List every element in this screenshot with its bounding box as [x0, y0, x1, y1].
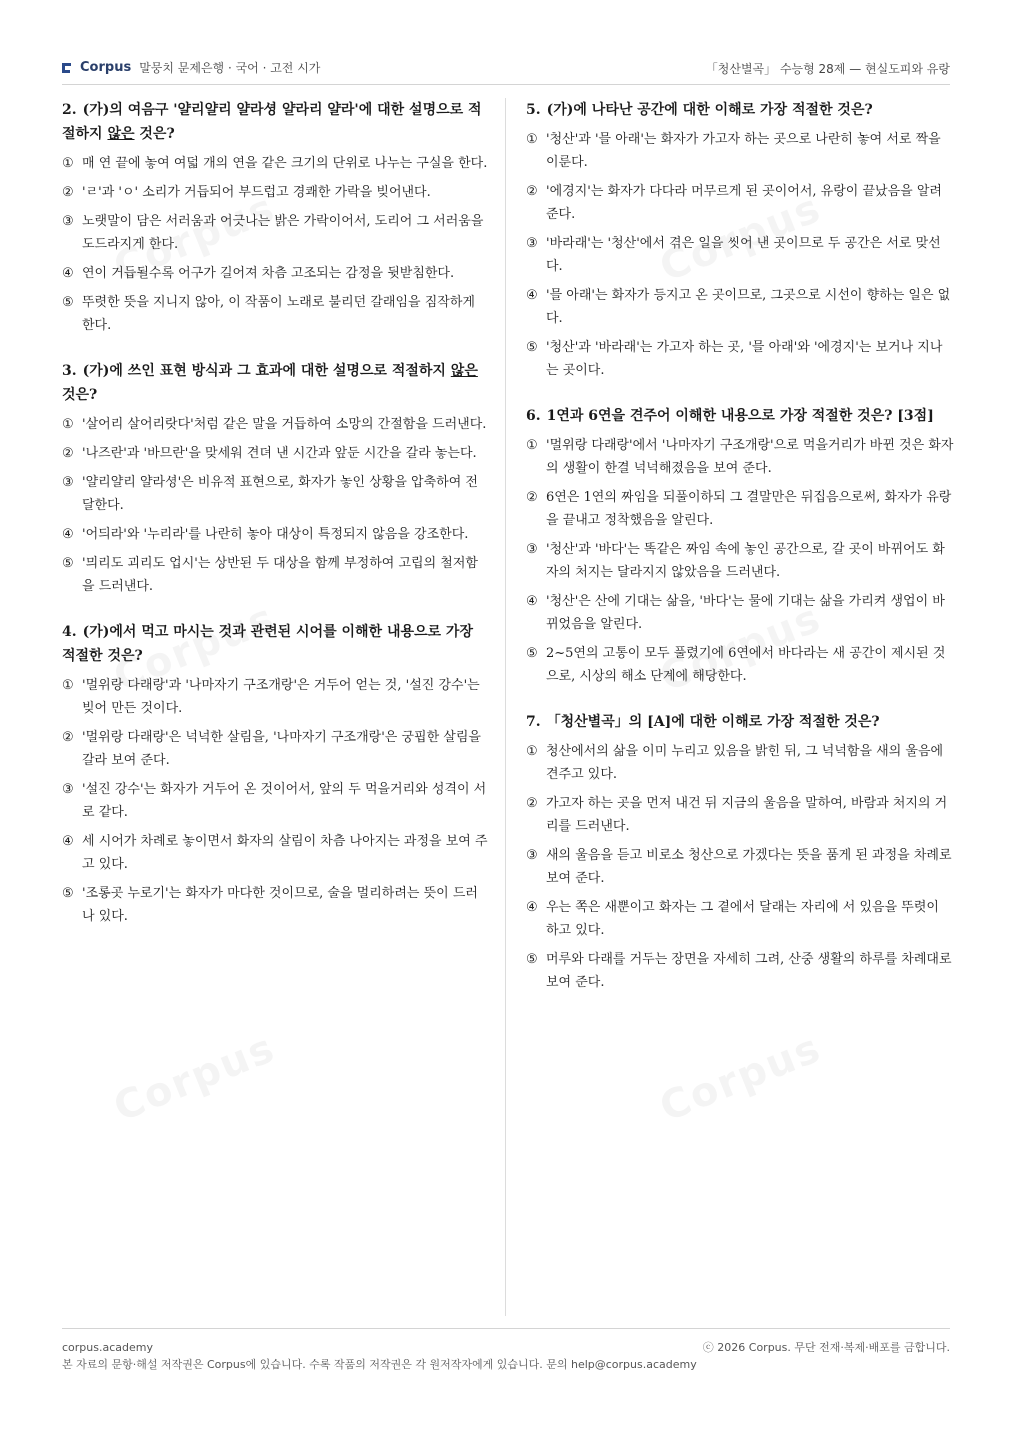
answer-option[interactable] [526, 284, 954, 330]
answer-option[interactable] [526, 948, 954, 994]
stem-text: (가)에서 먹고 마시는 것과 관련된 시어를 이해한 내용으로 가장 적절한 것은? [62, 624, 473, 664]
option-text: 우는 쪽은 새뿐이고 화자는 그 곁에서 달래는 자리에 서 있음을 뚜렷이 하고 있다. [546, 900, 939, 938]
option-mark: ③ [62, 475, 74, 490]
series-title: 말뭉치 문제은행 · 국어 · 고전 시가 [139, 61, 321, 75]
answer-option[interactable] [62, 778, 490, 824]
stem-text: (가)의 여음구 '얄리얄리 얄라셩 얄라리 얄라'에 대한 설명으로 적절하지 [62, 102, 482, 142]
answer-option[interactable] [62, 674, 490, 720]
answer-option[interactable] [526, 896, 954, 942]
option-mark: ④ [526, 594, 538, 609]
option-text: 새의 울음을 듣고 비로소 청산으로 가겠다는 뜻을 품게 된 과정을 차례로 보여 준다. [546, 848, 952, 886]
option-text: '청산'과 '믈 아래'는 화자가 가고자 하는 곳으로 나란히 놓여 서로 짝을 이룬다. [546, 132, 941, 170]
footer-site: corpus.academy [62, 1341, 153, 1354]
question-stem [526, 404, 954, 428]
right-column [526, 98, 954, 1016]
answer-option[interactable] [62, 726, 490, 772]
option-mark: ② [526, 796, 538, 811]
answer-option[interactable] [526, 486, 954, 532]
answer-option[interactable] [62, 882, 490, 928]
option-mark: ⑤ [62, 886, 74, 901]
question-5 [526, 98, 954, 382]
option-mark: ① [62, 678, 74, 693]
option-mark: ③ [526, 848, 538, 863]
left-column [62, 98, 490, 950]
question-number: 5. [526, 102, 541, 118]
option-text: 2~5연의 고통이 모두 풀렸기에 6연에서 바다라는 새 공간이 제시된 것으로, 시상의 해소 단계에 해당한다. [546, 646, 946, 684]
option-text: 매 연 끝에 놓여 여덟 개의 연을 같은 크기의 단위로 나누는 구실을 한다. [82, 156, 488, 171]
option-mark: ⑤ [526, 340, 538, 355]
option-text: '청산'은 산에 기대는 삶을, '바다'는 물에 기대는 삶을 가리켜 생업이 바뀌었음을 알린다. [546, 594, 945, 632]
option-mark: ① [62, 417, 74, 432]
option-mark: ④ [526, 288, 538, 303]
question-number: 4. [62, 624, 77, 640]
answer-option[interactable] [62, 152, 490, 175]
option-mark: ④ [62, 834, 74, 849]
answer-option[interactable] [62, 413, 490, 436]
answer-option[interactable] [526, 336, 954, 382]
answer-option[interactable] [526, 642, 954, 688]
answer-option[interactable] [526, 128, 954, 174]
answer-option[interactable] [62, 262, 490, 285]
answer-option[interactable] [526, 538, 954, 584]
option-text: '멀위랑 다래랑'은 넉넉한 살림을, '나마자기 구조개랑'은 궁핍한 살림을 갈라 보여 준다. [82, 730, 481, 768]
option-mark: ③ [526, 542, 538, 557]
footer-notice: 본 자료의 문항·해설 저작권은 Corpus에 있습니다. 수록 작품의 저작권은 각 원저작자에게 있습니다. 문의 help@corpus.academy [62, 1358, 697, 1371]
answer-option[interactable] [62, 442, 490, 465]
question-number: 3. [62, 363, 77, 379]
stem-text: 「청산별곡」의 [A]에 대한 이해로 가장 적절한 것은? [546, 714, 880, 730]
option-mark: ② [62, 446, 74, 461]
option-mark: ⑤ [526, 646, 538, 661]
answer-option[interactable] [526, 844, 954, 890]
stem-underlined-text: 않은 [450, 363, 478, 379]
option-mark: ① [526, 438, 538, 453]
document-title: 「청산별곡」 수능형 28제 — 현실도피와 유랑 [705, 62, 950, 76]
page-header [62, 56, 950, 85]
stem-text-end: 것은? [134, 126, 175, 142]
answer-option[interactable] [526, 434, 954, 480]
answer-option[interactable] [526, 792, 954, 838]
question-7 [526, 710, 954, 994]
question-number: 6. [526, 408, 541, 424]
answer-option[interactable] [526, 232, 954, 278]
answer-option[interactable] [62, 471, 490, 517]
option-text: '멀위랑 다래랑'에서 '나마자기 구조개랑'으로 먹을거리가 바뀐 것은 화자의 생활이 한결 넉넉해졌음을 보여 준다. [546, 438, 954, 476]
answer-option[interactable] [62, 552, 490, 598]
option-mark: ④ [62, 527, 74, 542]
watermark [108, 1025, 282, 1131]
option-text: 뚜렷한 뜻을 지니지 않아, 이 작품이 노래로 불리던 갈래임을 짐작하게 한다. [82, 295, 475, 333]
option-text: 머루와 다래를 거두는 장면을 자세히 그려, 산중 생활의 하루를 차례대로 보여 준다. [546, 952, 952, 990]
option-text: 노랫말이 담은 서러움과 어긋나는 밝은 가락이어서, 도리어 그 서러움을 도드라지게 한다. [82, 214, 484, 252]
question-number: 7. [526, 714, 541, 730]
option-mark: ⑤ [526, 952, 538, 967]
stem-text-end: 것은? [62, 387, 98, 403]
option-text: 연이 거듭될수록 어구가 길어져 차츰 고조되는 감정을 뒷받침한다. [82, 266, 455, 281]
option-mark: ② [62, 185, 74, 200]
option-text: '믜리도 괴리도 업시'는 상반된 두 대상을 함께 부정하여 고립의 철저함을 드러낸다. [82, 556, 478, 594]
option-text: '바라래'는 '청산'에서 겪은 일을 씻어 낸 곳이므로 두 공간은 서로 맞선다. [546, 236, 941, 274]
option-mark: ④ [526, 900, 538, 915]
brand-name: Corpus [80, 60, 132, 75]
answer-option[interactable] [526, 590, 954, 636]
answer-option[interactable] [526, 180, 954, 226]
option-mark: ④ [62, 266, 74, 281]
option-mark: ③ [62, 214, 74, 229]
option-text: '조롱곳 누로기'는 화자가 마다한 것이므로, 술을 멀리하려는 뜻이 드러나 있다. [82, 886, 478, 924]
option-text: '나즈란'과 '바므란'을 맞세워 견뎌 낸 시간과 앞둔 시간을 갈라 놓는다. [82, 446, 477, 461]
option-mark: ⑤ [62, 556, 74, 571]
option-mark: ⑤ [62, 295, 74, 310]
option-text: 가고자 하는 곳을 먼저 내건 뒤 지금의 울음을 말하여, 바람과 처지의 거리를 드러낸다. [546, 796, 948, 834]
option-text: '얄리얄리 얄라셩'은 비유적 표현으로, 화자가 놓인 상황을 압축하여 전달한다. [82, 475, 478, 513]
option-text: 'ㄹ'과 'ㅇ' 소리가 거듭되어 부드럽고 경쾌한 가락을 빚어낸다. [82, 185, 431, 200]
option-text: 청산에서의 삶을 이미 누리고 있음을 밝힌 뒤, 그 넉넉함을 새의 울음에 견주고 있다. [546, 744, 944, 782]
option-mark: ② [62, 730, 74, 745]
question-stem [62, 359, 490, 407]
watermark [654, 1025, 828, 1131]
answer-option[interactable] [526, 740, 954, 786]
question-2 [62, 98, 490, 337]
corpus-logo-icon [62, 63, 70, 73]
column-divider [505, 98, 506, 1316]
option-text: '어듸라'와 '누리라'를 나란히 놓아 대상이 특정되지 않음을 강조한다. [82, 527, 469, 542]
option-text: '청산'과 '바라래'는 가고자 하는 곳, '믈 아래'와 '에경지'는 보거나 지나는 곳이다. [546, 340, 943, 378]
stem-underlined-text: 않은 [107, 126, 135, 142]
question-4 [62, 620, 490, 928]
option-mark: ③ [62, 782, 74, 797]
option-mark: ① [526, 744, 538, 759]
option-text: '설진 강수'는 화자가 거두어 온 것이어서, 앞의 두 먹을거리와 성격이 서로 같다. [82, 782, 487, 820]
option-mark: ① [526, 132, 538, 147]
option-text: 6연은 1연의 짜임을 되풀이하되 그 결말만은 뒤집음으로써, 화자가 유랑을 끝내고 정착했음을 알린다. [546, 490, 952, 528]
answer-option[interactable] [62, 181, 490, 204]
answer-option[interactable] [62, 291, 490, 337]
option-text: 세 시어가 차례로 놓이면서 화자의 살림이 차츰 나아지는 과정을 보여 주고 있다. [82, 834, 488, 872]
option-mark: ② [526, 490, 538, 505]
option-mark: ① [62, 156, 74, 171]
option-mark: ② [526, 184, 538, 199]
option-text: '멀위랑 다래랑'과 '나마자기 구조개랑'은 거두어 얻는 것, '설진 강수'는 빚어 만든 것이다. [82, 678, 480, 716]
question-6 [526, 404, 954, 688]
option-text: '에경지'는 화자가 다다라 머무르게 된 곳이어서, 유랑이 끝났음을 알려 준다. [546, 184, 942, 222]
footer-copyright: ⓒ 2026 Corpus. 무단 전재·복제·배포를 금합니다. [702, 1341, 950, 1354]
option-text: '믈 아래'는 화자가 등지고 온 곳이므로, 그곳으로 시선이 향하는 일은 없다. [546, 288, 951, 326]
option-mark: ③ [526, 236, 538, 251]
option-text: '살어리 살어리랏다'처럼 같은 말을 거듭하여 소망의 간절함을 드러낸다. [82, 417, 487, 432]
question-3 [62, 359, 490, 598]
brand [62, 59, 320, 76]
page-footer [62, 1328, 950, 1373]
stem-text: 1연과 6연을 견주어 이해한 내용으로 가장 적절한 것은? [3점] [546, 408, 934, 424]
option-text: '청산'과 '바다'는 똑같은 짜임 속에 놓인 공간으로, 갈 곳이 바뀌어도 화자의 처지는 달라지지 않았음을 드러낸다. [546, 542, 945, 580]
question-stem [62, 98, 490, 146]
answer-option[interactable] [62, 523, 490, 546]
answer-option[interactable] [62, 830, 490, 876]
question-number: 2. [62, 102, 77, 118]
stem-text: (가)에 쓰인 표현 방식과 그 효과에 대한 설명으로 적절하지 [82, 363, 451, 379]
question-stem [62, 620, 490, 668]
question-stem [526, 98, 954, 122]
stem-text: (가)에 나타난 공간에 대한 이해로 가장 적절한 것은? [546, 102, 873, 118]
answer-option[interactable] [62, 210, 490, 256]
question-stem [526, 710, 954, 734]
